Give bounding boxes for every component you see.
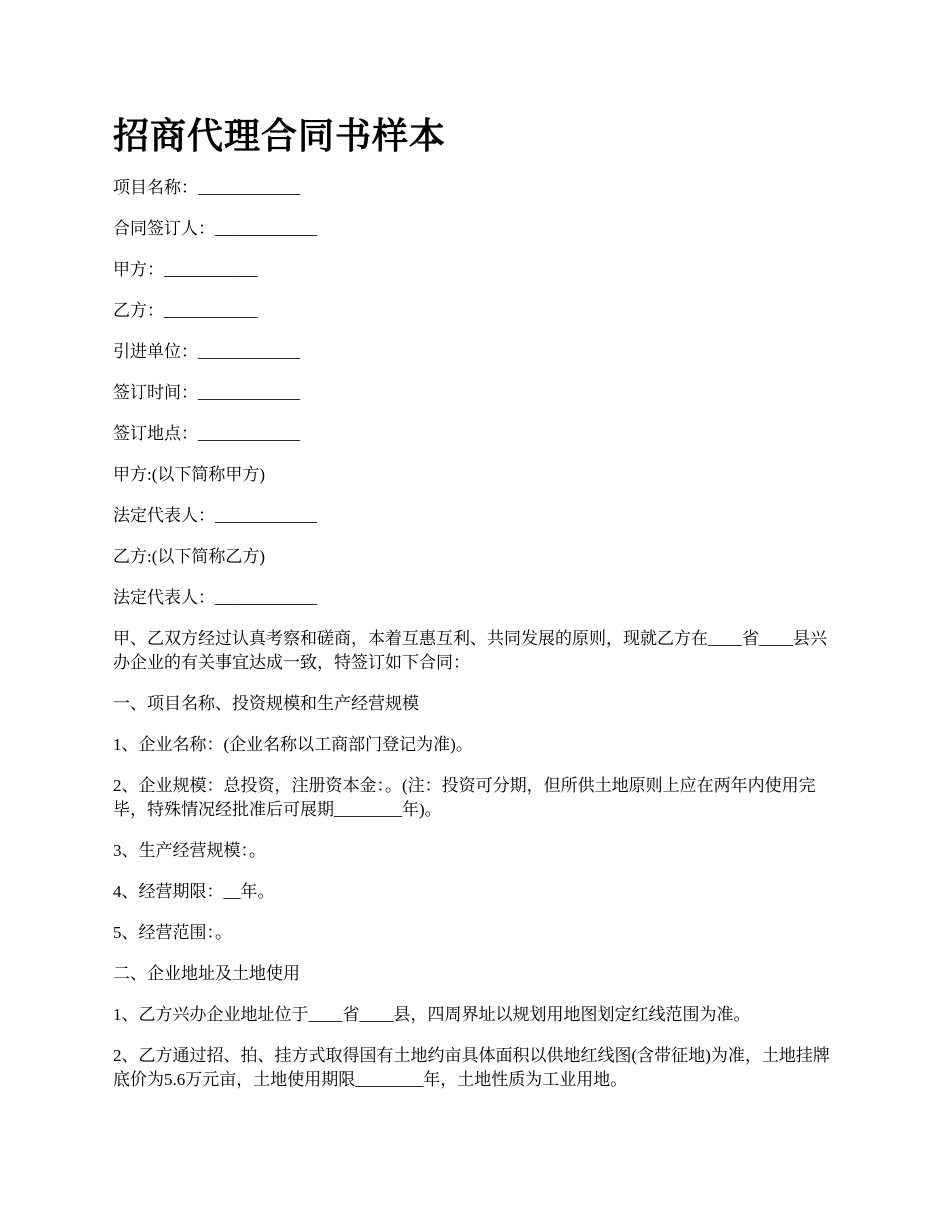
field-project-name: 项目名称：____________	[113, 178, 300, 197]
section1-item-1: 1、企业名称：(企业名称以工商部门登记为准)。	[113, 735, 473, 754]
field-signing-time: 签订时间：____________	[113, 383, 300, 402]
section2-item-2: 2、乙方通过招、拍、挂方式取得国有土地约亩具体面积以供地红线图(含带征地)为准，土地挂牌底价为5.6万元亩，土地使用期限________年，土地性质为工业用地。	[113, 1046, 830, 1089]
field-party-a: 甲方：___________	[113, 260, 258, 279]
section2-item-1: 1、乙方兴办企业地址位于____省____县，四周界址以规划用地图划定红线范围为准。	[113, 1005, 751, 1024]
field-contract-signer: 合同签订人：____________	[113, 219, 317, 238]
intro-paragraph: 甲、乙双方经过认真考察和磋商，本着互惠互利、共同发展的原则，现就乙方在____省____县兴办企业的有关事宜达成一致，特签订如下合同：	[113, 629, 827, 672]
document-page	[113, 110, 843, 1109]
document-title: 招商代理合同书样本	[113, 116, 447, 156]
field-introducing-unit: 引进单位：____________	[113, 342, 300, 361]
field-legal-rep-b: 法定代表人：____________	[113, 588, 317, 607]
section1-item-4: 4、经营期限：__年。	[113, 882, 275, 901]
section1-item-2: 2、企业规模：总投资，注册资本金：。(注：投资可分期，但所供土地原则上应在两年内使用完毕，特殊情况经批准后可展期________年)。	[113, 776, 816, 819]
section1-heading: 一、项目名称、投资规模和生产经营规模	[113, 694, 419, 713]
field-party-b: 乙方：___________	[113, 301, 258, 320]
section2-heading: 二、企业地址及土地使用	[113, 964, 300, 983]
field-party-b-abbrev: 乙方:(以下简称乙方)	[113, 547, 266, 566]
section1-item-3: 3、生产经营规模：。	[113, 841, 266, 860]
section1-item-5: 5、经营范围：。	[113, 923, 232, 942]
field-party-a-abbrev: 甲方:(以下简称甲方)	[113, 465, 266, 484]
field-legal-rep-a: 法定代表人：____________	[113, 506, 317, 525]
field-signing-place: 签订地点：____________	[113, 424, 300, 443]
